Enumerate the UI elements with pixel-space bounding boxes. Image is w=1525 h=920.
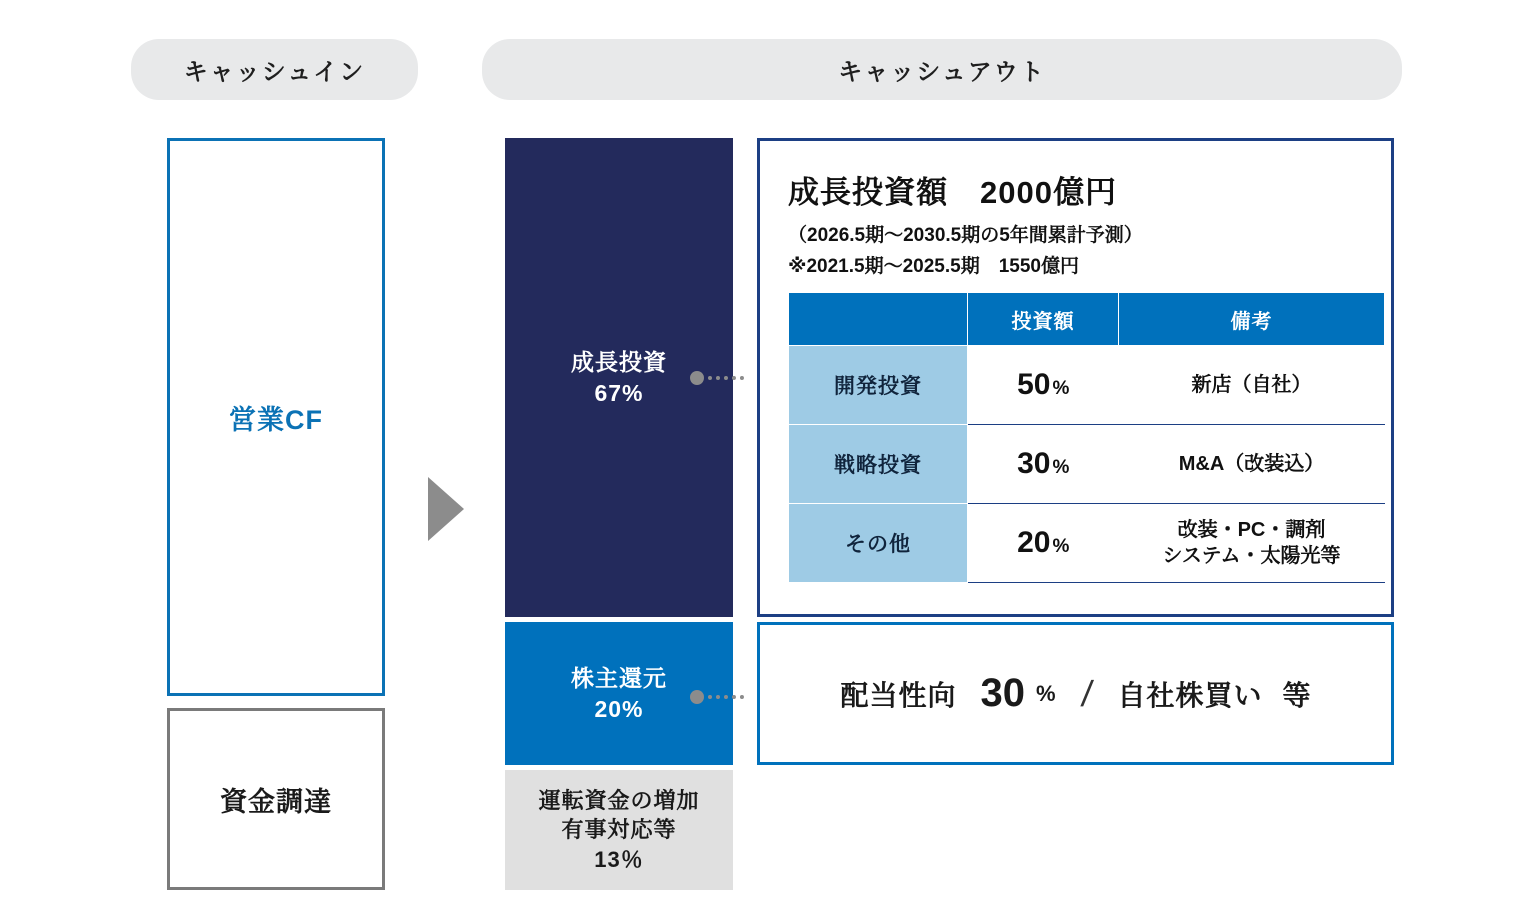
amount-value: 50: [1017, 368, 1051, 401]
payout-ratio-unit: %: [1035, 680, 1056, 706]
bar-segment-growth-percent: 67%: [594, 379, 644, 406]
table-cell-amount: [968, 346, 1119, 425]
shareholder-return-panel: [757, 622, 1394, 765]
amount-value: 20: [1017, 526, 1051, 559]
separator-slash: /: [1078, 672, 1095, 714]
note-line1: M&A（改装込）: [1178, 452, 1325, 475]
table-row: [789, 425, 1385, 504]
cash-in-header: キャッシュイン: [131, 39, 418, 100]
table-cell-note: [1119, 346, 1385, 425]
bar-segment-working-line2: 有事対応等: [561, 817, 677, 843]
table-row: [789, 504, 1385, 583]
bar-segment-growth-label: 成長投資: [571, 349, 667, 376]
connector-dotted-line: [708, 376, 744, 380]
table-cell-amount: [968, 504, 1119, 583]
table-cell-label: 開発投資: [789, 346, 968, 425]
growth-investment-note-period: （2026.5期〜2030.5期の5年間累計予測）: [788, 225, 1143, 246]
growth-investment-panel: [757, 138, 1394, 617]
connector-growth: [690, 371, 744, 385]
bar-segment-working-percent: 13％: [594, 846, 644, 872]
table-cell-label: 戦略投資: [789, 425, 968, 504]
operating-cf-label: 営業CF: [229, 404, 323, 435]
table-row: [789, 346, 1385, 425]
bar-segment-working-capital: [505, 770, 733, 890]
cash-out-header: キャッシュアウト: [482, 39, 1402, 100]
operating-cf-box: [167, 138, 385, 696]
connector-shareholder-return: [690, 690, 744, 704]
connector-dot-icon: [690, 371, 704, 385]
connector-dot-icon: [690, 690, 704, 704]
bar-segment-return-label: 株主還元: [571, 665, 667, 692]
note-line1: 新店（自社）: [1191, 373, 1312, 396]
table-header-row: [789, 293, 1385, 346]
note-line1: 改装・PC・調剤: [1177, 518, 1326, 541]
etc-label: 等: [1282, 679, 1311, 711]
table-header-blank: [789, 293, 968, 346]
bar-segment-return-percent: 20%: [594, 695, 644, 722]
flow-arrow-icon: [428, 477, 464, 541]
growth-investment-note-past: ※2021.5期〜2025.5期 1550億円: [788, 256, 1079, 277]
amount-unit: %: [1052, 378, 1070, 399]
growth-investment-title: 成長投資額 2000億円: [788, 175, 1117, 210]
bar-segment-working-line1: 運転資金の増加: [538, 788, 700, 814]
funding-label: 資金調達: [220, 786, 332, 817]
table-cell-note: [1119, 504, 1385, 583]
table-header-note: 備考: [1119, 293, 1385, 346]
table-cell-note: [1119, 425, 1385, 504]
amount-unit: %: [1052, 536, 1070, 557]
payout-ratio-value: 30: [980, 671, 1025, 715]
amount-unit: %: [1052, 457, 1070, 478]
amount-value: 30: [1017, 447, 1051, 480]
table-cell-amount: [968, 425, 1119, 504]
funding-box: [167, 708, 385, 890]
investment-breakdown-table: [788, 292, 1385, 583]
payout-ratio-label: 配当性向: [840, 679, 957, 711]
table-header-amount: 投資額: [968, 293, 1119, 346]
note-line2: システム・太陽光等: [1162, 545, 1341, 567]
connector-dotted-line: [708, 695, 744, 699]
share-buyback-label: 自社株買い: [1117, 679, 1263, 711]
table-cell-label: その他: [789, 504, 968, 583]
